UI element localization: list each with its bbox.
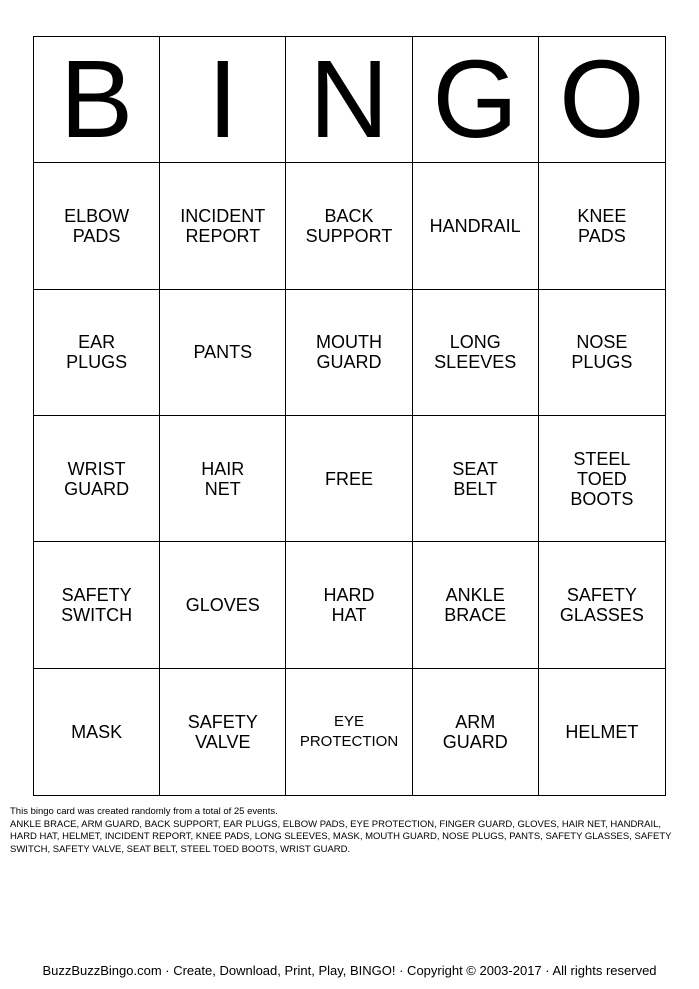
cell-label: ANKLE BRACE xyxy=(444,584,507,625)
bingo-cell xyxy=(413,163,539,289)
info-intro: This bingo card was created randomly from a total of 25 events. xyxy=(10,806,278,817)
free-space-cell xyxy=(286,416,412,542)
cell-label: SAFETY SWITCH xyxy=(61,584,133,625)
bingo-cell xyxy=(160,542,286,668)
cell-label: MOUTH GUARD xyxy=(315,332,382,373)
cell-label: NOSE PLUGS xyxy=(571,332,633,373)
bingo-cell xyxy=(413,290,539,416)
header-letter-n xyxy=(286,37,412,163)
cell-label: BACK SUPPORT xyxy=(305,205,393,246)
cell-label: WRIST GUARD xyxy=(64,458,130,499)
bingo-card xyxy=(33,36,666,796)
bingo-cell xyxy=(413,416,539,542)
footer-copyright: BuzzBuzzBingo.com · Create, Download, Print, Play, BINGO! · Copyright © 2003-2017 · All rights reserved xyxy=(42,963,657,978)
header-letter-b xyxy=(34,37,160,163)
bingo-cell xyxy=(286,163,412,289)
cell-label: SEAT BELT xyxy=(452,458,499,499)
bingo-cell xyxy=(160,163,286,289)
cell-label: GLOVES xyxy=(185,594,260,615)
bingo-cell xyxy=(34,290,160,416)
header-letter-i xyxy=(160,37,286,163)
bingo-cell xyxy=(539,163,665,289)
cell-label: PANTS xyxy=(193,342,253,363)
cell-label: EAR PLUGS xyxy=(66,332,128,373)
cell-label: INCIDENT REPORT xyxy=(180,205,266,246)
header-letter: N xyxy=(309,37,389,161)
bingo-cell xyxy=(286,669,412,795)
bingo-cell xyxy=(160,416,286,542)
cell-label: HAIR NET xyxy=(201,458,245,499)
cell-label: FREE xyxy=(324,468,373,489)
bingo-cell xyxy=(34,163,160,289)
bingo-cell xyxy=(34,542,160,668)
cell-label: HANDRAIL xyxy=(429,215,521,236)
header-letter: I xyxy=(207,37,239,161)
cell-label: STEEL TOED BOOTS xyxy=(570,448,634,509)
cell-label: KNEE PADS xyxy=(577,205,627,246)
bingo-cell xyxy=(286,542,412,668)
cell-label: SAFETY VALVE xyxy=(187,711,258,752)
bingo-cell xyxy=(160,669,286,795)
cell-label: SAFETY GLASSES xyxy=(559,584,644,625)
header-letter: B xyxy=(59,37,134,161)
bingo-cell xyxy=(34,416,160,542)
cell-label: MASK xyxy=(71,721,123,742)
bingo-cell xyxy=(413,542,539,668)
header-letter: O xyxy=(559,37,645,161)
header-letter-g xyxy=(413,37,539,163)
bingo-cell xyxy=(539,416,665,542)
bingo-cell xyxy=(34,669,160,795)
header-letter-o xyxy=(539,37,665,163)
cell-label: HELMET xyxy=(565,721,639,742)
cell-label: ELBOW PADS xyxy=(64,205,130,246)
header-letter: G xyxy=(432,37,518,161)
bingo-cell xyxy=(539,542,665,668)
cell-label: ARM GUARD xyxy=(442,711,508,752)
bingo-cell xyxy=(539,669,665,795)
cell-label: EYE PROTECTION xyxy=(299,712,399,750)
cell-label: LONG SLEEVES xyxy=(434,332,517,373)
cell-label: HARD HAT xyxy=(323,584,375,625)
bingo-cell xyxy=(160,290,286,416)
bingo-cell xyxy=(539,290,665,416)
bingo-cell xyxy=(413,669,539,795)
info-event-list: ANKLE BRACE, ARM GUARD, BACK SUPPORT, EAR PLUGS, ELBOW PADS, EYE PROTECTION, FINGER GUARD, GLOVES, HAIR NET, HANDRAIL, HARD HAT, HELMET, INCIDENT REPORT, KNEE PADS, LONG SLEEVES, MASK, MOUTH GUARD, NOSE PLUGS, PANTS, SAFETY GLASSES, SAFETY SWITCH, SAFETY VALVE, SEAT BELT, STEEL TOED BOOTS, WRIST GUARD. xyxy=(10,818,672,855)
card-info xyxy=(10,806,690,856)
bingo-cell xyxy=(286,290,412,416)
